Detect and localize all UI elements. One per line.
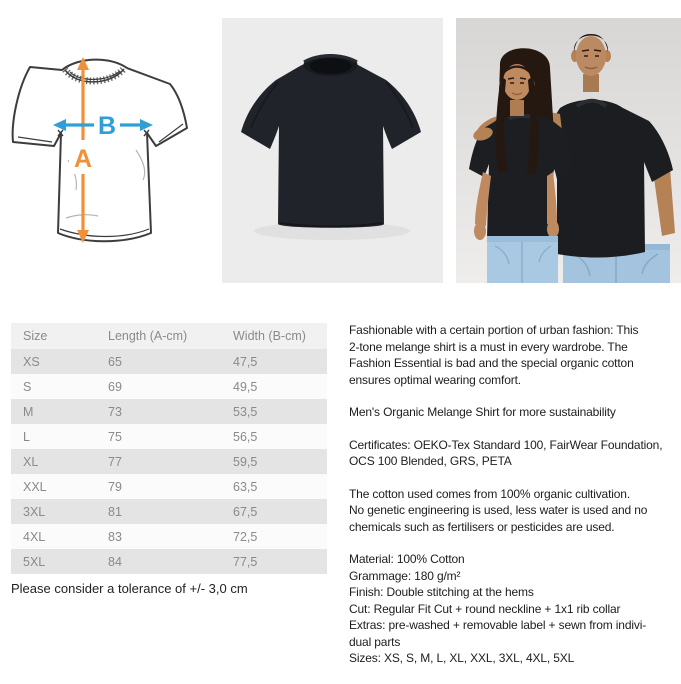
cell-size: 4XL — [23, 529, 46, 544]
description-line: Extras: pre-washed + removable label + sewn from indivi- — [349, 618, 647, 632]
description-line: No genetic engineering is used, less water is used and no — [349, 503, 648, 517]
cell-width: 72,5 — [233, 529, 258, 544]
size-table-row — [11, 499, 327, 524]
cell-width: 49,5 — [233, 379, 258, 394]
size-table-header — [11, 323, 327, 349]
column-header-length: Length (A-cm) — [108, 329, 188, 343]
size-table-row — [11, 549, 327, 574]
size-table-row — [11, 524, 327, 549]
cell-size: S — [23, 379, 32, 394]
cell-width: 77,5 — [233, 554, 258, 569]
cell-width: 59,5 — [233, 454, 258, 469]
collar-opening — [310, 58, 352, 74]
cell-length: 79 — [108, 479, 122, 494]
description-certificates — [349, 437, 681, 470]
cell-length: 75 — [108, 429, 122, 444]
cell-size: XL — [23, 454, 39, 469]
cell-size: XS — [23, 354, 40, 369]
description-line: Material: 100% Cotton — [349, 552, 465, 566]
tolerance-note: Please consider a tolerance of +/- 3,0 cm — [11, 581, 248, 596]
description-line: Sizes: XS, S, M, L, XL, XXL, 3XL, 4XL, 5XL — [349, 651, 575, 665]
cell-size: 5XL — [23, 554, 46, 569]
size-table-row — [11, 474, 327, 499]
description-line: Cut: Regular Fit Cut + round neckline + 1x1 rib collar — [349, 601, 621, 616]
size-table-row — [11, 449, 327, 474]
width-label: B — [97, 112, 117, 140]
woman-neck — [510, 100, 524, 116]
size-table-body — [11, 349, 327, 574]
cell-length: 77 — [108, 454, 122, 469]
size-table-row — [11, 399, 327, 424]
description-line: 2-tone melange shirt is a must in every wardrobe. The — [349, 339, 628, 354]
size-table-row — [11, 349, 327, 374]
cell-size: 3XL — [23, 504, 46, 519]
tshirt-measurement-illustration — [8, 30, 208, 262]
cell-size: M — [23, 404, 34, 419]
description-line: ensures optimal wearing comfort. — [349, 372, 521, 387]
size-table-row — [11, 424, 327, 449]
cell-length: 73 — [108, 404, 122, 419]
description-line: The cotton used comes from 100% organic cultivation. — [349, 486, 631, 501]
models-wearing-shirts — [456, 18, 681, 283]
description-tagline — [349, 404, 681, 421]
cell-length: 83 — [108, 529, 122, 544]
description-line: OCS 100 Blended, GRS, PETA — [349, 454, 512, 468]
description-line: dual parts — [349, 634, 401, 649]
description-line: Grammage: 180 g/m² — [349, 568, 461, 583]
description-specs — [349, 551, 681, 667]
black-tshirt-flat-lay — [222, 18, 443, 283]
cell-width: 56,5 — [233, 429, 258, 444]
woman-hand-left — [474, 222, 486, 240]
cell-length: 81 — [108, 504, 122, 519]
cell-width: 53,5 — [233, 404, 258, 419]
product-models-image — [456, 18, 681, 283]
cell-width: 67,5 — [233, 504, 258, 519]
description-line: Men's Organic Melange Shirt for more sustainability — [349, 405, 616, 419]
size-table — [11, 323, 327, 574]
column-header-width: Width (B-cm) — [233, 329, 306, 343]
man-neck — [583, 74, 599, 92]
cell-width: 47,5 — [233, 354, 258, 369]
size-table-row — [11, 374, 327, 399]
description-line: chemicals such as fertilisers or pesticides are used. — [349, 519, 615, 534]
description-line: Certificates: OEKO-Tex Standard 100, FairWear Foundation, — [349, 437, 663, 452]
description-line: Fashion Essential is bad and the special organic cotton — [349, 356, 634, 370]
woman-hand-right — [547, 220, 559, 238]
cell-size: XXL — [23, 479, 47, 494]
length-label: A — [73, 145, 93, 173]
cell-length: 84 — [108, 554, 122, 569]
column-header-size: Size — [23, 329, 48, 343]
description-line: Fashionable with a certain portion of urban fashion: This — [349, 323, 639, 337]
cell-length: 69 — [108, 379, 122, 394]
cell-length: 65 — [108, 354, 122, 369]
description-line: Finish: Double stitching at the hems — [349, 585, 534, 599]
woman-jeans-waistband — [487, 236, 558, 242]
cell-size: L — [23, 429, 30, 444]
product-flat-image — [222, 18, 443, 283]
cell-width: 63,5 — [233, 479, 258, 494]
size-diagram — [8, 30, 208, 262]
product-description — [349, 322, 681, 683]
description-cotton — [349, 486, 681, 536]
tshirt-outline — [13, 60, 187, 242]
description-intro — [349, 322, 681, 388]
man-face — [576, 36, 606, 76]
